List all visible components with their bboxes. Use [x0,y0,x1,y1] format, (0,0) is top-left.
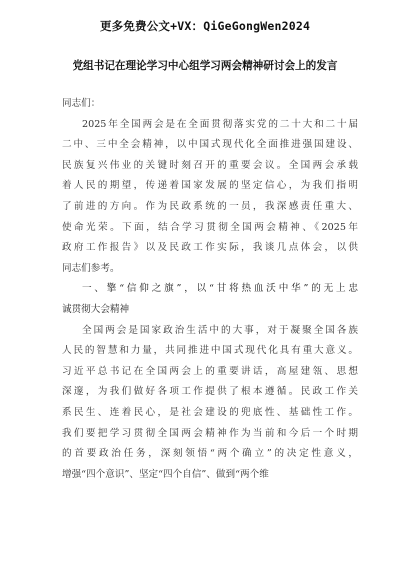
heading-line: 一、擎“信仰之旗”，以“甘将热血沃中华”的无上忠 [82,283,358,295]
document-title: 党组书记在理论学习中心组学习两会精神研讨会上的发言 [72,60,338,72]
paragraph-line: 使命光荣。下面，结合学习贯彻全国两会精神、《2025年 [62,221,358,233]
paragraph-line: 同志们参考。 [62,262,120,274]
paragraph-line: 人民的智慧和力量，共同推进中国式现代化具有重大意义。 [62,345,358,357]
promo-banner: 更多免费公文+VX：QiGeGongWen2024 [99,19,311,33]
section-heading-1 [62,279,358,320]
paragraph-line: 二中、三中全会精神，以中国式现代化全面推进强国建设、 [62,139,358,151]
paragraph-line: 我们要把学习贯彻全国两会精神作为当前和今后一个时期 [62,427,358,439]
paragraph-line: 民族复兴伟业的关键时刻召开的重要会议。全国两会承载 [62,159,358,171]
paragraph-2 [62,321,358,486]
paragraph-line: 系民生、连着民心，是社会建设的兜底性、基础性工作。 [62,406,358,418]
paragraph-line: 深邃，为我们做好各项工作提供了根本遵循。民政工作关 [62,386,358,398]
paragraph-line: 了前进的方向。作为民政系统的一员，我深感责任重大、 [62,200,358,212]
paragraph-line: 政府工作报告》以及民政工作实际，我谈几点体会，以供 [62,242,358,254]
paragraph-line: 增强“四个意识”、坚定“四个自信”、做到“两个维 [62,468,269,480]
paragraph-1 [62,115,358,280]
salutation: 同志们： [62,98,101,109]
paragraph-line: 的首要政治任务，深刻领悟“两个确立”的决定性意义， [62,448,358,460]
paragraph-line: 全国两会是国家政治生活中的大事，对于凝聚全国各族 [82,324,358,336]
paragraph-line: 习近平总书记在全国两会上的重要讲话，高屋建瓴、思想 [62,365,358,377]
paragraph-line: 着人民的期望，传递着国家发展的坚定信心，为我们指明 [62,180,358,192]
paragraph-line: 2025年全国两会是在全面贯彻落实党的二十大和二十届 [82,118,358,130]
document-body [62,94,358,485]
heading-line: 诚贯彻大会精神 [62,303,130,315]
